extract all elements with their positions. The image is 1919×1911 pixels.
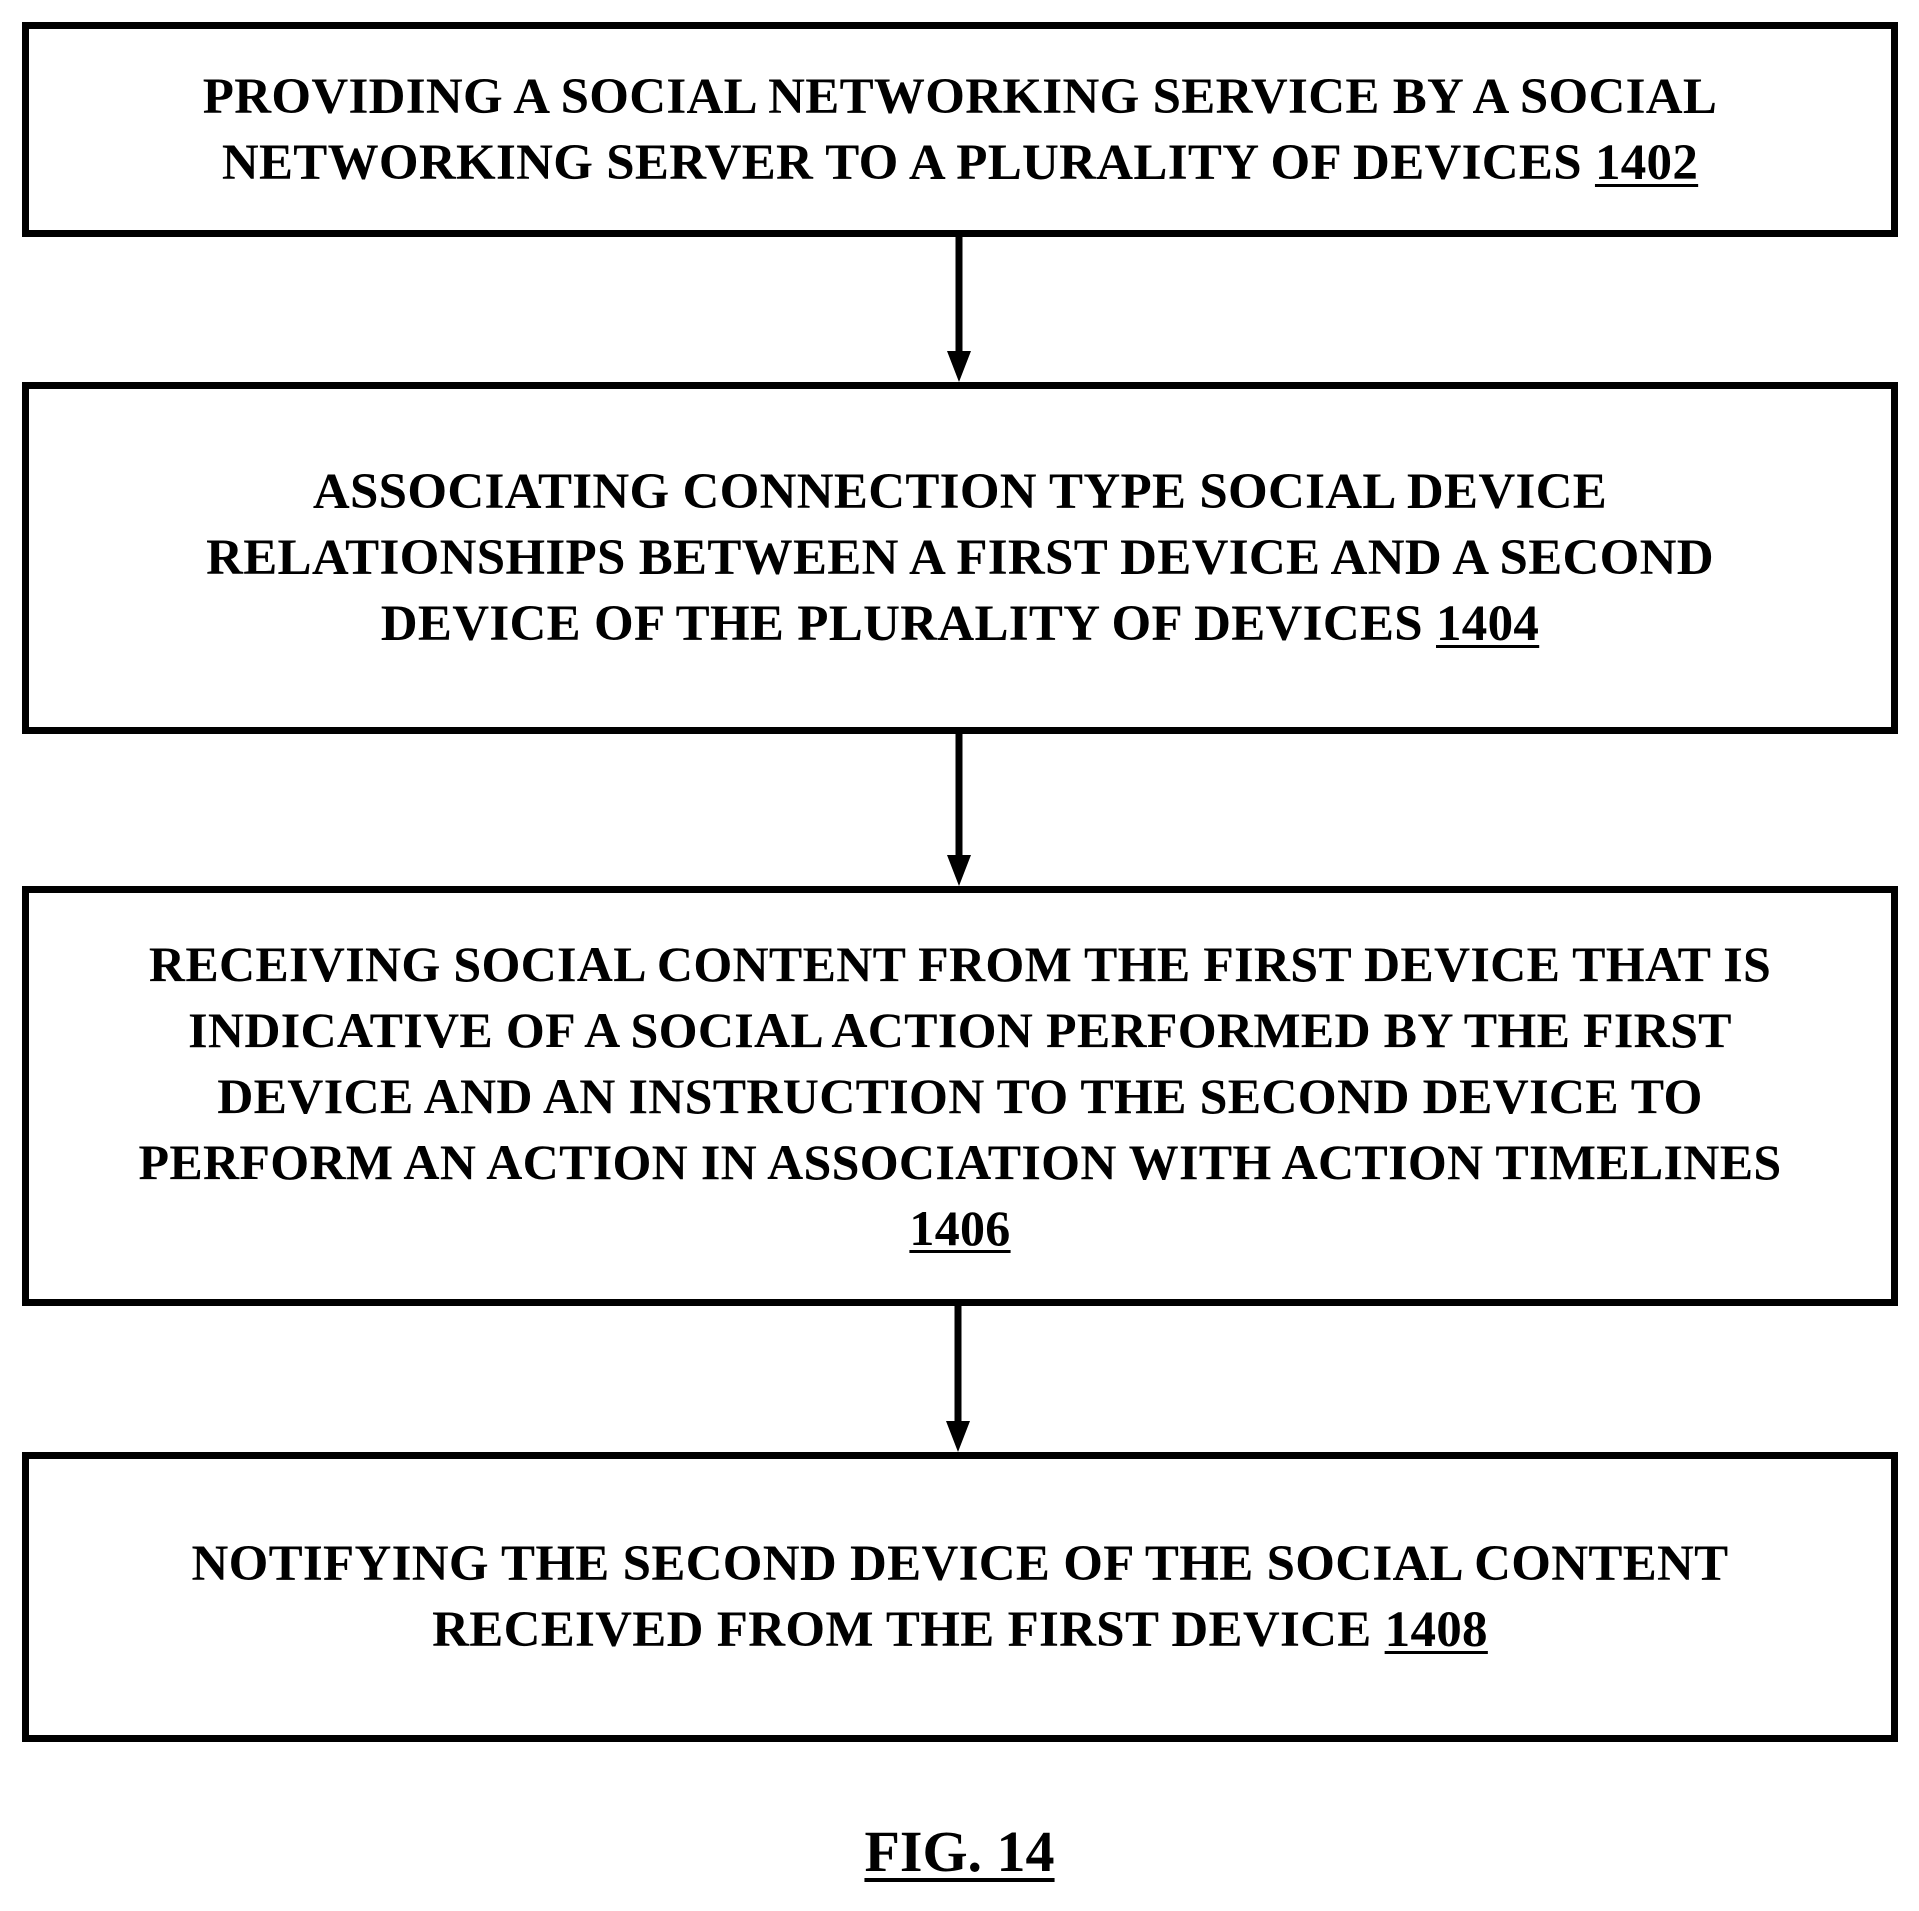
step-line: DEVICE AND AN INSTRUCTION TO THE SECOND DEVICE TO <box>217 1068 1703 1124</box>
step-line: PERFORM AN ACTION IN ASSOCIATION WITH ACTION TIMELINES <box>138 1134 1782 1190</box>
flow-arrow <box>944 237 974 382</box>
flow-step-1404 <box>22 382 1898 734</box>
flow-step-1406 <box>22 886 1898 1306</box>
step-text <box>206 459 1714 657</box>
step-line: NOTIFYING THE SECOND DEVICE OF THE SOCIAL CONTENT <box>191 1536 1729 1592</box>
step-line: RELATIONSHIPS BETWEEN A FIRST DEVICE AND A SECOND <box>206 530 1714 586</box>
figure-label <box>0 1818 1919 1885</box>
step-text <box>191 1531 1728 1663</box>
step-reference-number: 1408 <box>1384 1602 1488 1658</box>
step-text <box>139 931 1782 1261</box>
step-line: NETWORKING SERVER TO A PLURALITY OF DEVICES <box>221 134 1595 191</box>
flow-arrow <box>943 1306 973 1452</box>
step-text <box>203 64 1717 196</box>
flow-step-1402 <box>22 22 1898 237</box>
step-line: ASSOCIATING CONNECTION TYPE SOCIAL DEVICE <box>312 464 1608 520</box>
step-line: RECEIVED FROM THE FIRST DEVICE <box>432 1602 1385 1658</box>
step-reference-number: 1404 <box>1436 596 1540 652</box>
step-line: PROVIDING A SOCIAL NETWORKING SERVICE BY A SOCIAL <box>202 68 1718 125</box>
step-line: DEVICE OF THE PLURALITY OF DEVICES <box>380 596 1436 652</box>
flow-step-1408 <box>22 1452 1898 1742</box>
step-reference-number: 1402 <box>1594 134 1699 191</box>
step-reference-number: 1406 <box>909 1200 1011 1256</box>
step-line: INDICATIVE OF A SOCIAL ACTION PERFORMED BY THE FIRST <box>188 1002 1732 1058</box>
step-line: RECEIVING SOCIAL CONTENT FROM THE FIRST DEVICE THAT IS <box>148 936 1772 992</box>
figure-label-text: FIG. 14 <box>864 1819 1055 1884</box>
flow-arrow <box>944 734 974 886</box>
